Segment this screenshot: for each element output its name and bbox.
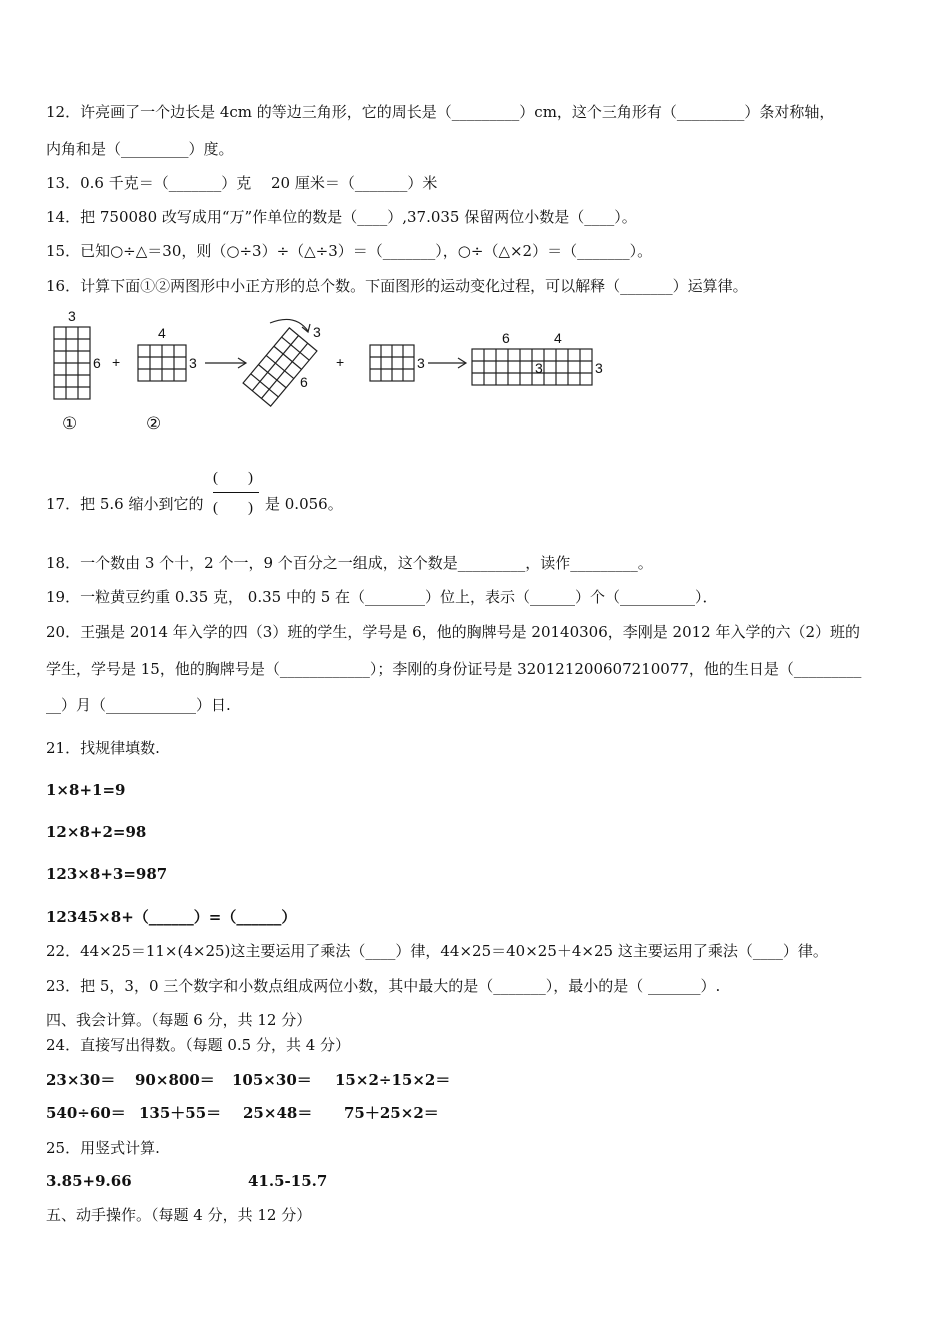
q21-row: 12345×8+（______）=（______）: [46, 908, 297, 926]
plus-1: +: [112, 354, 121, 370]
q24-item: 540÷60＝: [46, 1104, 126, 1122]
q21-row: 12×8+2=98: [46, 823, 147, 841]
q25-item: 41.5-15.7: [248, 1172, 328, 1190]
grid-figure-3: [370, 345, 414, 381]
q17-suffix: 是 0.056。: [265, 495, 343, 513]
q25-title: 25．用竖式计算.: [46, 1139, 160, 1157]
grid-figure-2: [138, 345, 186, 381]
plus-2: +: [336, 354, 345, 370]
fraction-bar: [213, 492, 259, 493]
q21-title: 21．找规律填数.: [46, 739, 160, 757]
q12-line1: 12．许亮画了一个边长是 4cm 的等边三角形，它的周长是（_________）cm，这个三角形有（_________）条对称轴，: [46, 103, 835, 121]
q18: 18．一个数由 3 个十，2 个一，9 个百分之一组成，这个数是_________，读作_________。: [46, 554, 653, 572]
fraction-denominator: ( ): [213, 500, 253, 516]
q22: 22．44×25＝11×(4×25)这主要运用了乘法（____）律，44×25＝40×25＋4×25 这主要运用了乘法（____）律。: [46, 942, 828, 960]
q19: 19．一粒黄豆约重 0.35 克， 0.35 中的 5 在（________）位上，表示（______）个（__________）．: [46, 588, 718, 606]
q16-figure: [40, 305, 610, 440]
q24-item: 25×48＝: [243, 1104, 313, 1122]
grid-combined: [472, 349, 592, 385]
label-top-2: 4: [158, 325, 166, 341]
q20-line3: __）月（____________）日.: [46, 696, 231, 714]
q24-item: 90×800＝: [135, 1071, 215, 1089]
q24-item: 23×30＝: [46, 1071, 116, 1089]
q21-row: 123×8+3=987: [46, 865, 168, 883]
q13: 13．0.6 千克＝（_______）克 20 厘米＝（_______）米: [46, 174, 438, 192]
q24-item: 105×30＝: [232, 1071, 312, 1089]
label-top-1: 3: [68, 308, 76, 324]
rot-label-b: 6: [300, 374, 308, 390]
q17-prefix: 17．把 5.6 缩小到它的: [46, 495, 204, 513]
label-side-3: 3: [417, 355, 425, 371]
fraction-numerator: ( ): [213, 470, 253, 486]
q25-item: 3.85+9.66: [46, 1172, 132, 1190]
q24-item: 75＋25×2＝: [344, 1104, 439, 1122]
label-side-1: 6: [93, 355, 101, 371]
q15: 15．已知○÷△＝30，则（○÷3）÷（△÷3）＝（_______），○÷（△×2）＝（_______）。: [46, 242, 653, 260]
q21-row: 1×8+1=9: [46, 781, 126, 799]
q24-item: 135＋55＝: [139, 1104, 222, 1122]
q24-item: 15×2÷15×2＝: [335, 1071, 451, 1089]
circle-label-1: ①: [62, 414, 78, 433]
q20-line2: 学生，学号是 15，他的胸牌号是（____________）；李刚的身份证号是 320121200607210077，他的生日是（_________: [46, 660, 862, 678]
q24-title: 24．直接写出得数。（每题 0.5 分，共 4 分）: [46, 1036, 351, 1054]
circle-label-2: ②: [146, 414, 162, 433]
q16: 16．计算下面①②两图形中小正方形的总个数。下面图形的运动变化过程，可以解释（_______）运算律。: [46, 277, 748, 295]
combo-top-b: 4: [554, 330, 562, 346]
rotation-arrow: [270, 319, 308, 331]
q23: 23．把 5，3，0 三个数字和小数点组成两位小数，其中最大的是（_______），最小的是（ _______）.: [46, 977, 721, 995]
combo-top-a: 6: [502, 330, 510, 346]
combo-side: 3: [595, 360, 603, 376]
label-side-2: 3: [189, 355, 197, 371]
combo-mid: 3: [535, 360, 543, 376]
q14: 14．把 750080 改写成用“万”作单位的数是（____）,37.035 保留两位小数是（____）。: [46, 208, 637, 226]
grid-figure-1: [54, 327, 90, 399]
rotated-grid: [243, 328, 317, 406]
q20-line1: 20．王强是 2014 年入学的四（3）班的学生，学号是 6，他的胸牌号是 20140306，李刚是 2012 年入学的六（2）班的: [46, 623, 861, 641]
section-5-heading: 五、动手操作。（每题 4 分，共 12 分）: [46, 1206, 312, 1224]
section-4-heading: 四、我会计算。（每题 6 分，共 12 分）: [46, 1011, 312, 1029]
rot-label-a: 3: [313, 324, 321, 340]
q12-line2: 内角和是（_________）度。: [46, 140, 234, 158]
